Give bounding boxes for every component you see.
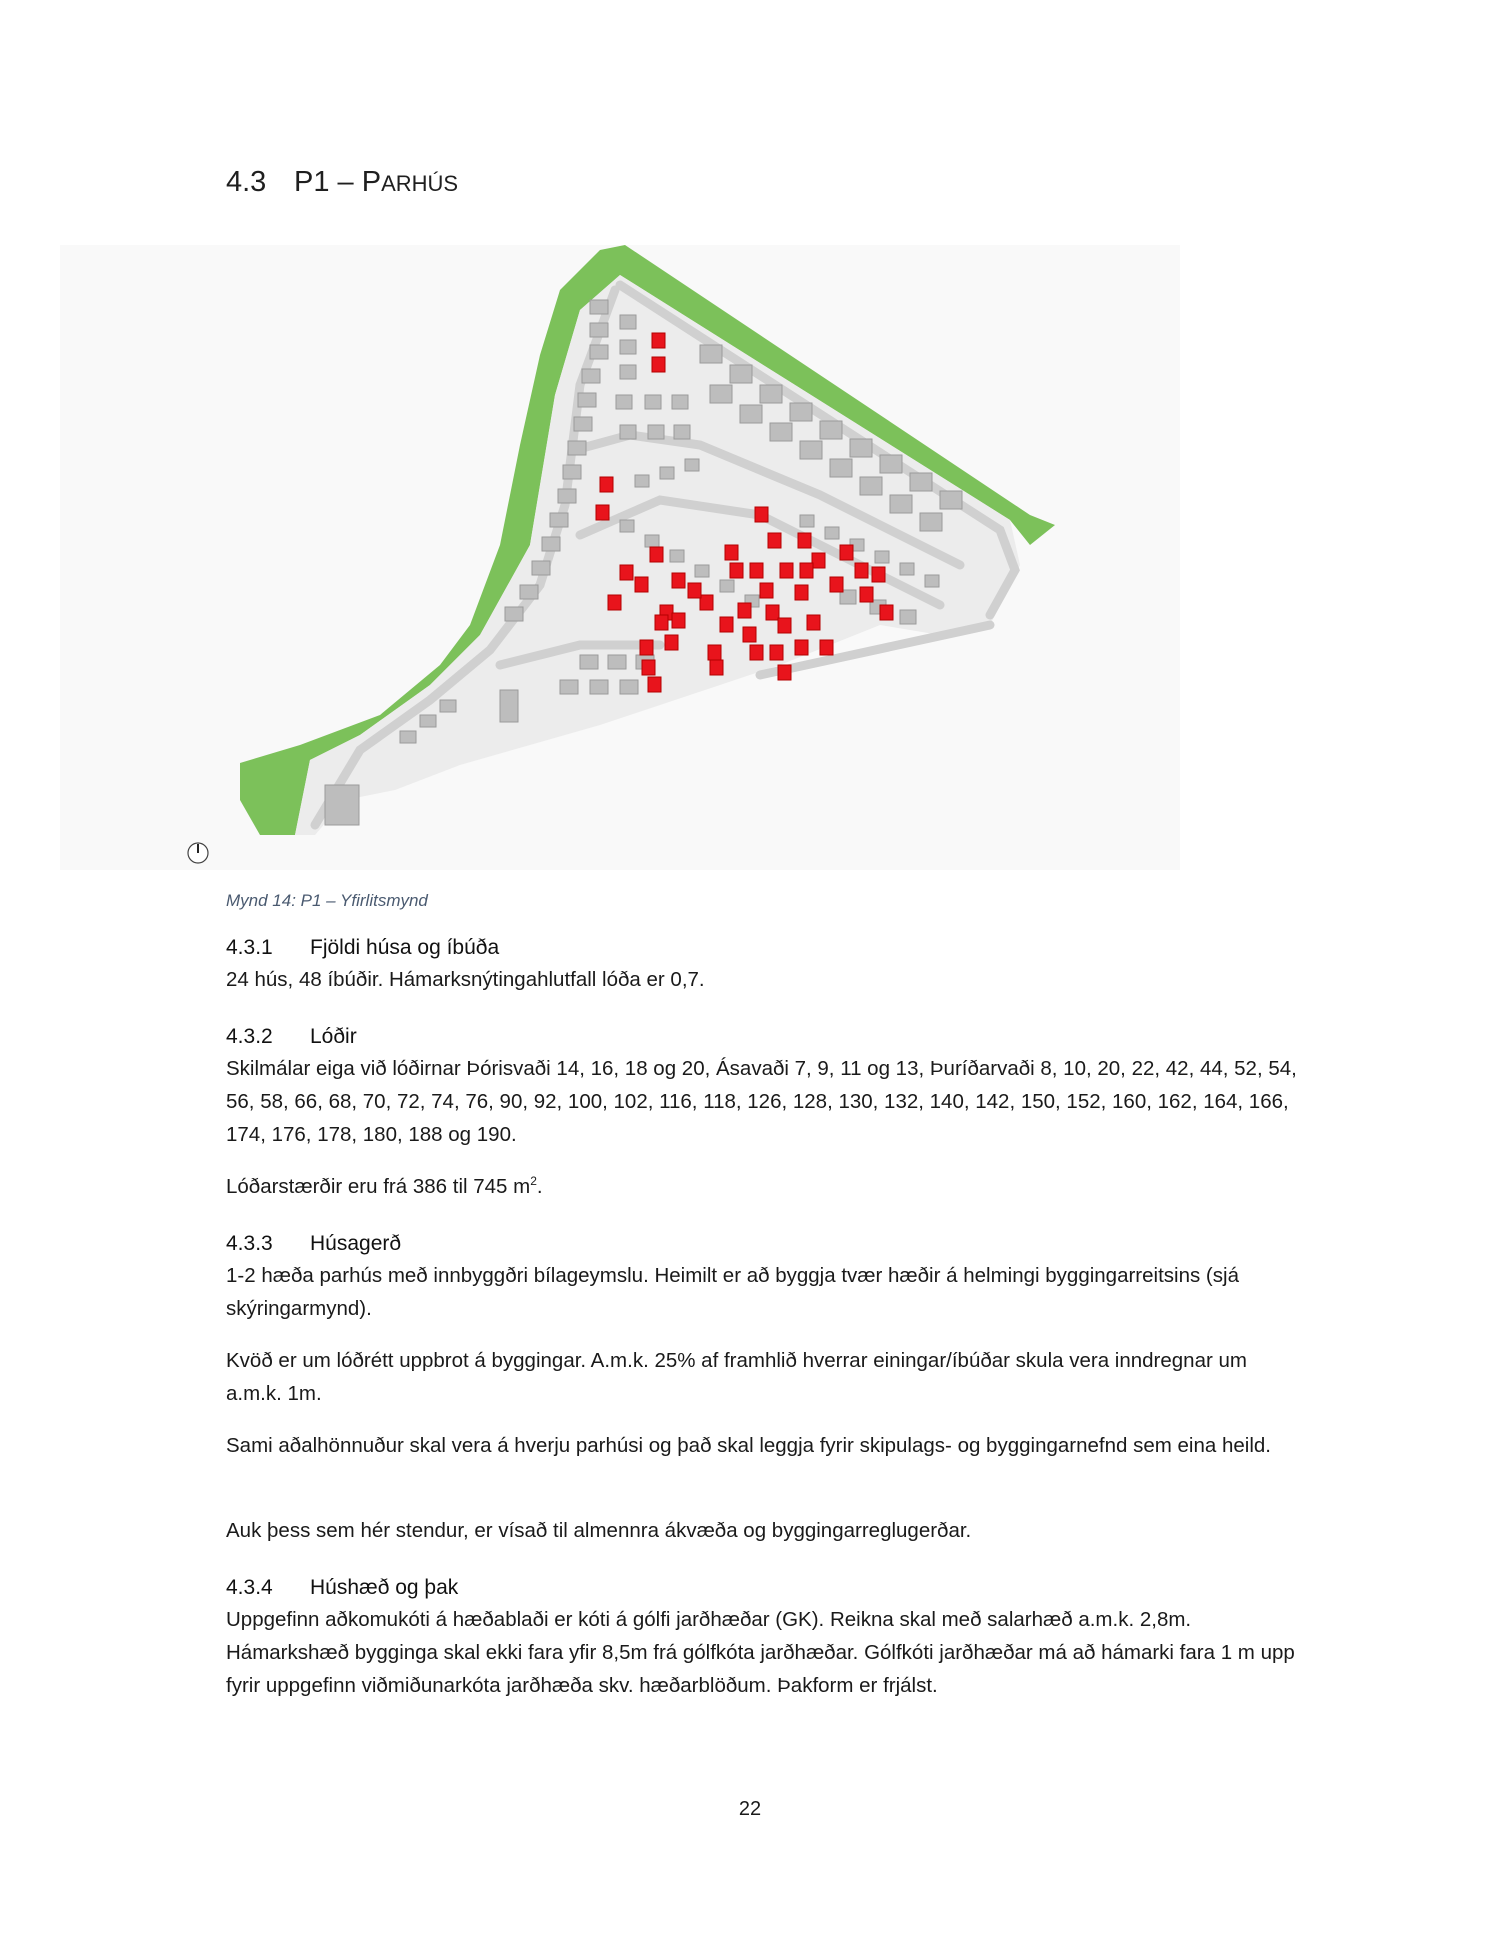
subsection-heading-4-3-2 [226, 1025, 357, 1049]
section-heading [226, 166, 458, 199]
subsection-number: 4.3.1 [226, 936, 273, 959]
paragraph: Auk þess sem hér stendur, er vísað til almennra ákvæða og byggingarreglugerðar. [226, 1519, 972, 1542]
figure-caption: Mynd 14: P1 – Yfirlitsmynd [226, 891, 428, 910]
subsection-heading-4-3-3 [226, 1232, 401, 1256]
site-plan-map [60, 245, 1180, 870]
north-arrow-icon [186, 841, 210, 865]
subsection-title: Lóðir [310, 1025, 357, 1048]
subsection-number: 4.3.3 [226, 1232, 273, 1255]
subsection-title: Húshæð og þak [310, 1576, 459, 1599]
page-number: 22 [738, 1798, 762, 1820]
subsection-heading-4-3-1 [226, 936, 499, 960]
section-number: 4.3 [226, 166, 267, 198]
subsection-number: 4.3.4 [226, 1576, 273, 1599]
paragraph: Uppgefinn aðkomukóti á hæðablaði er kóti á gólfi jarðhæðar (GK). Reikna skal með salarhæð a.m.k. 2,8m. Hámarkshæð bygginga skal ekki fara yfir 8,5m frá gólfkóta jarðhæðar. Gólfkóti jarðhæðar má að hámarki fara 1 m upp fyrir uppgefinn viðmiðunarkóta jarðhæða skv. hæðarblöðum. Þakform er frjálst. [226, 1608, 1295, 1697]
paragraph: 1-2 hæða parhús með innbyggðri bílageymslu. Heimilt er að byggja tvær hæðir á helmingi byggingarreitsins (sjá skýringarmynd). [226, 1264, 1239, 1320]
subsection-heading-4-3-4 [226, 1576, 458, 1600]
superscript: 2 [530, 1174, 537, 1189]
plot-size-text: Lóðarstærðir eru frá 386 til 745 m [226, 1175, 531, 1198]
paragraph: 24 hús, 48 íbúðir. Hámarksnýtingahlutfall lóða er 0,7. [226, 968, 705, 991]
paragraph: Skilmálar eiga við lóðirnar Þórisvaði 14, 16, 18 og 20, Ásavaði 7, 9, 11 og 13, Þuríðarvaði 8, 10, 20, 22, 42, 44, 52, 54, 56, 58, 66, 68, 70, 72, 74, 76, 90, 92, 100, 102, 116, 118, 126, 128, 130, 132, 140, 142, 150, 152, 160, 162, 164, 166, 174, 176, 178, 180, 188 og 190. [226, 1057, 1297, 1146]
paragraph: Sami aðalhönnuður skal vera á hverju parhúsi og það skal leggja fyrir skipulags- og byggingarnefnd sem eina heild. [226, 1434, 1271, 1457]
plot-size-paragraph [226, 1170, 1306, 1203]
subsection-title: Fjöldi húsa og íbúða [310, 936, 500, 959]
plot-size-end: . [536, 1175, 543, 1198]
subsection-number: 4.3.2 [226, 1025, 273, 1048]
subsection-title: Húsagerð [310, 1232, 402, 1255]
section-title-part2: ARHÚS [381, 171, 459, 196]
section-title-part1: P1 – P [294, 166, 382, 198]
paragraph: Kvöð er um lóðrétt uppbrot á byggingar. A.m.k. 25% af framhlið hverrar einingar/íbúðar skula vera inndregnar um a.m.k. 1m. [226, 1349, 1247, 1405]
